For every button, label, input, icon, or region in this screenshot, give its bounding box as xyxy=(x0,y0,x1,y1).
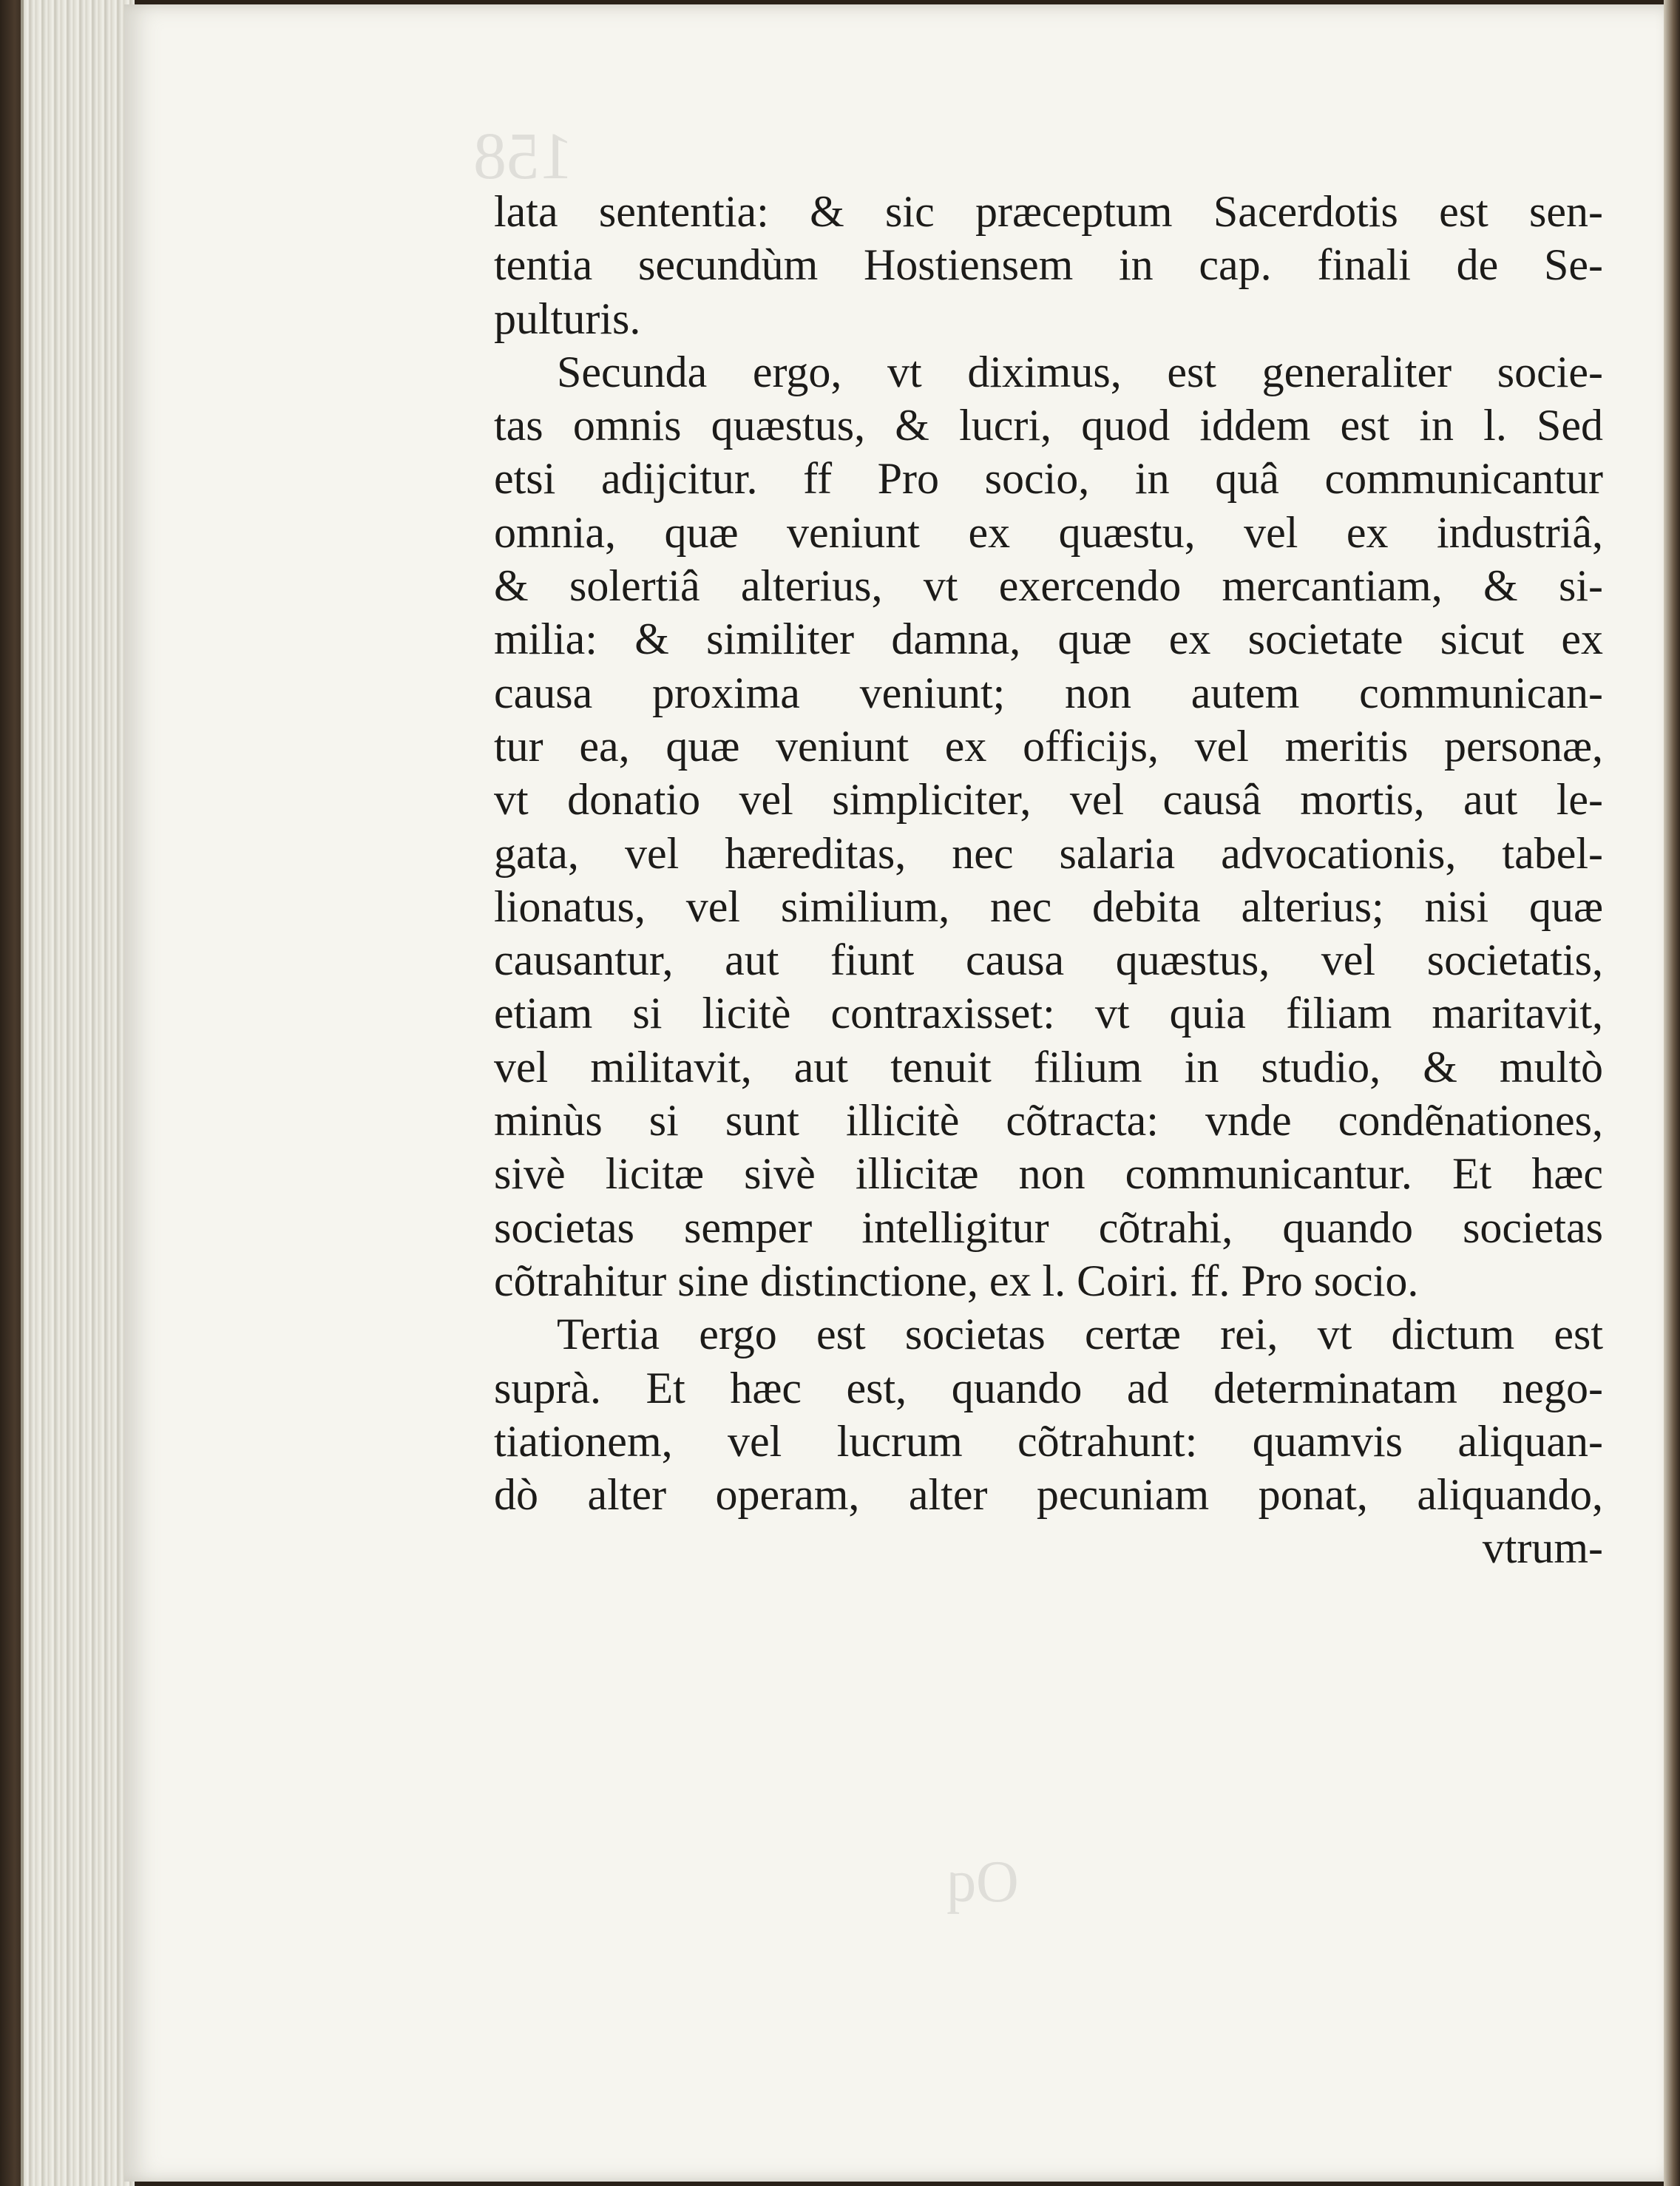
text-line: milia: & similiter damna, quæ ex societate sicut ex xyxy=(494,615,1603,664)
text-line: societas semper intelligitur cõtrahi, quando societas xyxy=(494,1202,1603,1252)
body-text xyxy=(494,185,1603,1575)
text-line: sivè licitæ sivè illicitæ non communicantur. Et hæc xyxy=(494,1149,1603,1199)
show-through-page-number: 158 xyxy=(473,120,573,193)
text-line: pulturis. xyxy=(494,294,641,343)
text-line: omnia, quæ veniunt ex quæstu, vel ex industriâ, xyxy=(494,507,1603,557)
text-line: lata sententia: & sic præceptum Sacerdotis est sen- xyxy=(494,187,1603,236)
show-through-signature: Oq xyxy=(946,1850,1019,1915)
text-line: etsi adijcitur. ff Pro socio, in quâ communicantur xyxy=(494,454,1603,504)
text-line: tas omnis quæstus, & lucri, quod iddem est in l. Sed xyxy=(494,401,1603,450)
text-line: causa proxima veniunt; non autem communican- xyxy=(494,668,1603,717)
paragraph-start-line: Tertia ergo est societas certæ rei, vt dictum est xyxy=(557,1310,1603,1359)
text-line: dò alter operam, alter pecuniam ponat, aliquando, xyxy=(494,1470,1603,1520)
text-line: & solertiâ alterius, vt exercendo mercantiam, & si- xyxy=(494,561,1603,611)
text-line: etiam si licitè contraxisset: vt quia filiam maritavit, xyxy=(494,989,1603,1038)
text-line: causantur, aut fiunt causa quæstus, vel societatis, xyxy=(494,935,1603,985)
binding-edge xyxy=(1664,0,1680,2186)
text-line: lionatus, vel similium, nec debita alterius; nisi quæ xyxy=(494,881,1603,931)
text-line: tur ea, quæ veniunt ex officijs, vel meritis personæ, xyxy=(494,721,1603,771)
text-line: vt donatio vel simpliciter, vel causâ mortis, aut le- xyxy=(494,775,1603,825)
page-edges xyxy=(21,0,135,2186)
text-line: gata, vel hæreditas, nec salaria advocationis, tabel- xyxy=(494,828,1603,878)
text-line: vel militavit, aut tenuit filium in studio, & multò xyxy=(494,1042,1603,1092)
catchword: vtrum- xyxy=(1482,1523,1603,1573)
text-line: minùs si sunt illicitè cõtracta: vnde condẽnationes, xyxy=(494,1096,1603,1146)
text-line: suprà. Et hæc est, quando ad determinatam nego- xyxy=(494,1363,1603,1412)
paragraph-start-line: Secunda ergo, vt diximus, est generaliter socie- xyxy=(557,347,1603,396)
text-line: tiationem, vel lucrum cõtrahunt: quamvis aliquan- xyxy=(494,1416,1603,1466)
text-line: cõtrahitur sine distinctione, ex l. Coiri. ff. Pro socio. xyxy=(494,1256,1419,1305)
text-line: tentia secundùm Hostiensem in cap. finali de Se- xyxy=(494,240,1603,290)
